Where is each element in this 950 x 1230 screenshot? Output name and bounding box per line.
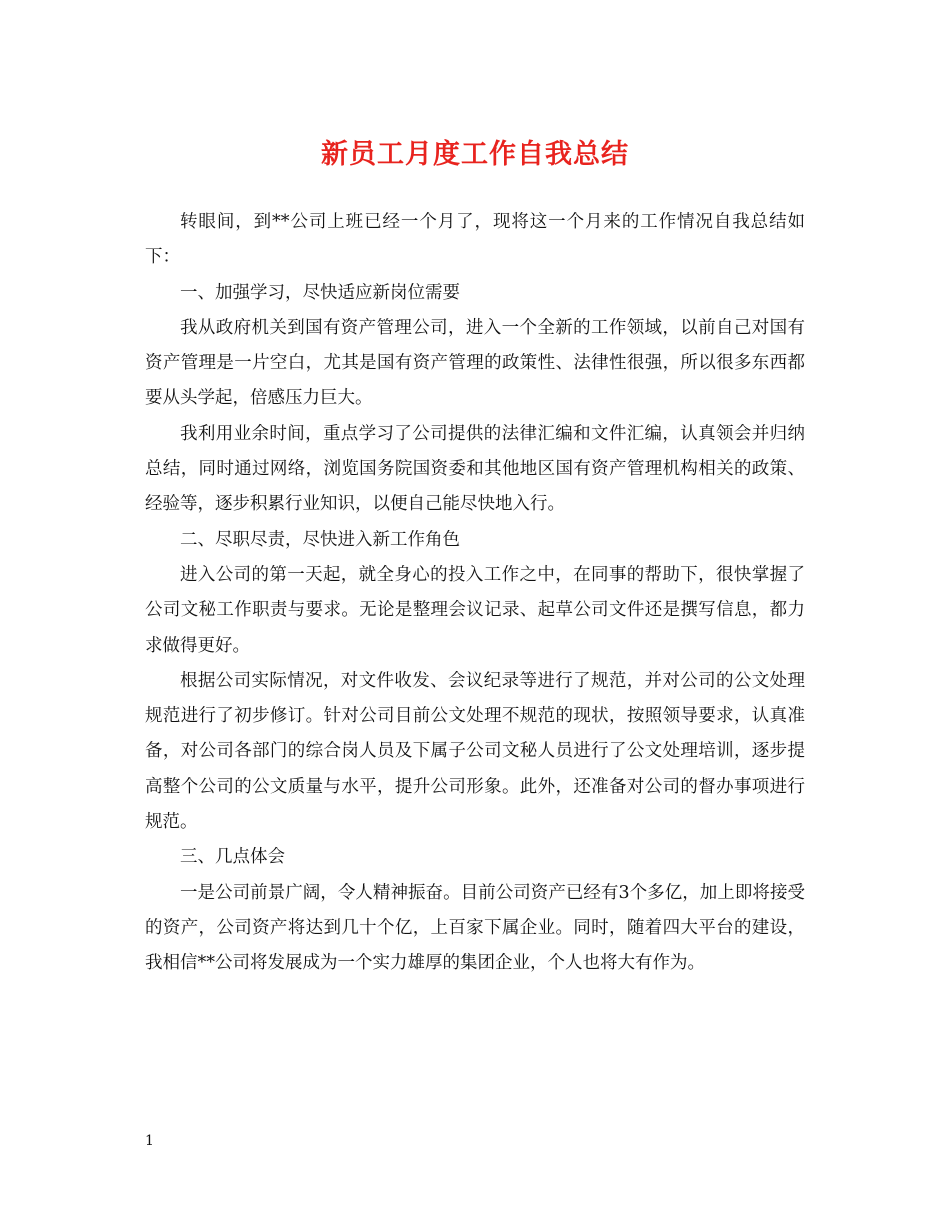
section-heading-3: 三、几点体会 <box>180 847 285 868</box>
section-heading-1: 一、加强学习，尽快适应新岗位需要 <box>180 282 460 303</box>
body-paragraph: 进入公司的第一天起，就全身心的投入工作之中，在同事的帮助下，很快掌握了公司文秘工作职责与要求。无论是整理会议记录、起草公司文件还是撰写信息，都力求做得更好。 <box>145 564 805 656</box>
section-heading-2: 二、尽职尽责，尽快进入新工作角色 <box>180 529 460 550</box>
document-body <box>145 205 805 982</box>
intro-paragraph: 转眼间，到**公司上班已经一个月了，现将这一个月来的工作情况自我总结如下： <box>145 212 805 268</box>
body-paragraph: 我从政府机关到国有资产管理公司，进入一个全新的工作领域，以前自己对国有资产管理是一片空白，尤其是国有资产管理的政策性、法律性很强，所以很多东西都要从头学起，倍感压力巨大。 <box>145 317 805 409</box>
body-paragraph: 我利用业余时间，重点学习了公司提供的法律汇编和文件汇编，认真领会并归纳总结，同时通过网络，浏览国务院国资委和其他地区国有资产管理机构相关的政策、经验等，逐步积累行业知识，以便自己能尽快地入行。 <box>145 423 805 515</box>
body-paragraph: 根据公司实际情况，对文件收发、会议纪录等进行了规范，并对公司的公文处理规范进行了初步修订。针对公司目前公文处理不规范的现状，按照领导要求，认真准备，对公司各部门的综合岗人员及下属子公司文秘人员进行了公文处理培训，逐步提高整个公司的公文质量与水平，提升公司形象。此外，还准备对公司的督办事项进行规范。 <box>145 670 805 833</box>
body-paragraph: 一是公司前景广阔，令人精神振奋。目前公司资产已经有3个多亿，加上即将接受的资产，公司资产将达到几十个亿，上百家下属企业。同时，随着四大平台的建设，我相信**公司将发展成为一个实力雄厚的集团企业，个人也将大有作为。 <box>145 882 805 974</box>
document-title: 新员工月度工作自我总结 <box>321 139 629 170</box>
page-number: 1 <box>145 1133 154 1149</box>
